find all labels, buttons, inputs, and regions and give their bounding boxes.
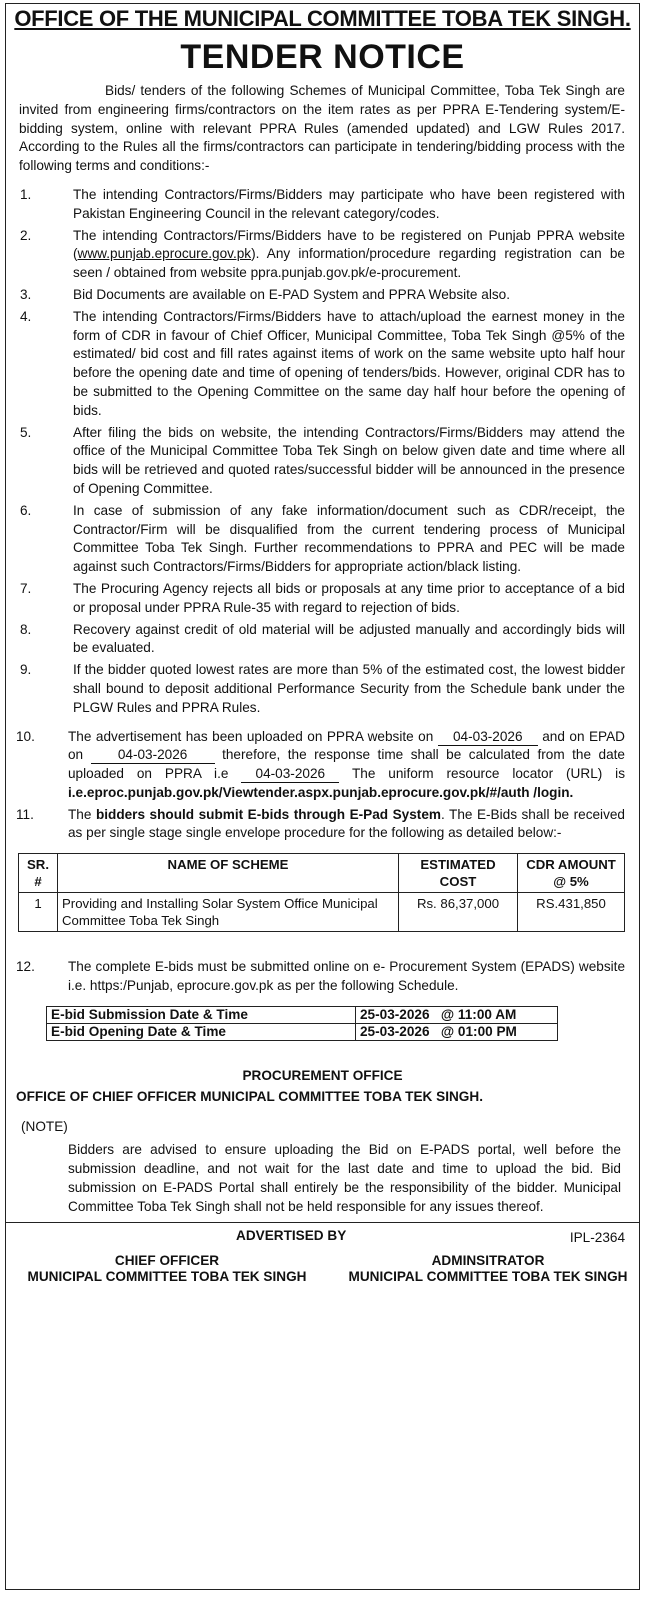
term-6: [6, 502, 625, 577]
advertised-by-row: [6, 1223, 639, 1249]
terms-list: [6, 186, 625, 843]
cell-name: Providing and Installing Solar System Office Municipal Committee Toba Tek Singh: [58, 893, 399, 932]
schedule-date: 25-03-2026: [360, 1006, 430, 1022]
ppra-upload-date: 04-03-2026: [438, 729, 538, 746]
schedule-time: @ 01:00 PM: [440, 1023, 517, 1039]
epad-upload-date: 04-03-2026: [91, 747, 215, 764]
term-5: [6, 424, 625, 499]
term-number: 9.: [20, 662, 32, 678]
term-number: 7.: [20, 580, 32, 596]
term-text: [73, 227, 625, 283]
term-number: 10.: [16, 728, 35, 744]
term-text: After filing the bids on website, the intending Contractors/Firms/Bidders may attend the office of the Municipal Committee Toba Tek Singh on below given date and time where all bids will be retrieved and quoted rates/successful bidder will be announced in the presence of Opening Committee.: [73, 424, 625, 496]
term-9: [6, 661, 625, 717]
schedule-datetime: [356, 1006, 558, 1023]
term-1: [6, 186, 625, 224]
term-number: 3.: [20, 286, 32, 302]
schedule-label: E-bid Opening Date & Time: [47, 1023, 356, 1040]
term-text: If the bidder quoted lowest rates are more than 5% of the estimated cost, the lowest bidder shall bound to deposit additional Performance Security from the Schedule bank under the PLGW Rules and PPRA Rules.: [73, 662, 625, 715]
term-7: [6, 580, 625, 618]
signatory-title: CHIEF OFFICER: [114, 1253, 220, 1269]
term-text: The complete E-bids must be submitted online on e- Procurement System (EPADS) website i.e. https:/Punjab, eprocure.gov.pk as per the following Schedule.: [68, 959, 625, 994]
table-row: [19, 893, 625, 932]
office-title: OFFICE OF THE MUNICIPAL COMMITTEE TOBA TEK SINGH.: [14, 6, 631, 31]
term-text: The intending Contractors/Firms/Bidders have to attach/upload the earnest money in the form of CDR in favour of Chief Officer, Municipal Committee, Toba Tek Singh @5% of the estimated/ bid cost and fill rates against items of work on the same website upto half hour before the opening date and time of opening of tenders/bids. However, original CDR has to be submitted to the Opening Committee on the same day half hour before the opening of bids.: [73, 308, 625, 418]
term-text-part: The: [68, 806, 96, 822]
cell-cost: Rs. 86,37,000: [399, 893, 518, 932]
terms-list-cont: [6, 958, 625, 996]
term-text: The intending Contractors/Firms/Bidders may participate who have been registered with Pakistan Engineering Council in the relevant category/codes.: [73, 186, 625, 221]
schedule-label: E-bid Submission Date & Time: [47, 1006, 356, 1023]
term-text: In case of submission of any fake information/document such as CDR/receipt, the Contractor/Firm will be disqualified from the current tendering process of Municipal Committee Toba Tek Singh. Further recommendations to PPRA and PEC will be made against such Contractors/Firms/Bidders for appropriate action/black listing.: [73, 502, 625, 575]
cell-sr: 1: [19, 893, 58, 932]
punjab-eprocure-link[interactable]: www.punjab.eprocure.gov.pk: [77, 246, 252, 262]
note-label: (NOTE): [21, 1119, 68, 1135]
term-number: 2.: [20, 227, 32, 243]
term-text-part: The intending Contractors/Firms/Bidders have to be registered on Punjab PPRA website (: [73, 227, 625, 262]
note-text: Bidders are advised to ensure uploading the Bid on E-PADS portal, well before the submission deadline, and not wait for the last date and time to upload the bid. Bid submission on E-PADS Portal shall entirely be the responsibility of the bidder. Municipal Committee Toba Tek Singh shall not be held responsible for any issues thereof.: [68, 1142, 621, 1214]
term-number: 8.: [20, 621, 32, 637]
term-10: [6, 728, 625, 803]
term-text: Bid Documents are available on E-PAD System and PPRA Website also.: [73, 286, 510, 302]
scheme-table: [18, 853, 625, 932]
term-text: [68, 728, 625, 803]
term-number: 12.: [16, 959, 35, 975]
advertised-by: ADVERTISED BY: [236, 1228, 347, 1244]
intro-paragraph: Bids/ tenders of the following Schemes of Municipal Committee, Toba Tek Singh are invited from engineering firms/contractors on the item rates as per PPRA E-Tendering system/E-bidding system, online with relevant PPRA Rules (amended updated) and LGW Rules 2017. According to the Rules all the firms/contractors can participate in tendering/bidding process with the following terms and conditions:-: [19, 83, 625, 174]
procurement-office-full: OFFICE OF CHIEF OFFICER MUNICIPAL COMMITTEE TOBA TEK SINGH.: [16, 1088, 483, 1104]
table-row: [47, 1006, 558, 1023]
signatory-title: ADMINSITRATOR: [431, 1253, 545, 1269]
table-header-row: [19, 854, 625, 893]
term-11: [6, 806, 625, 844]
term-text-part: therefore, the response time shall be calculated from the date uploaded on PPRA i.e: [68, 747, 625, 782]
term-text: [68, 806, 625, 844]
col-cost: ESTIMATED COST: [399, 854, 518, 893]
schedule-datetime: [356, 1023, 558, 1040]
col-name: NAME OF SCHEME: [58, 854, 399, 893]
term-number: 1.: [20, 186, 32, 202]
signatory-right: [343, 1253, 633, 1285]
ipl-number: IPL-2364: [569, 1230, 625, 1246]
term-text-part: ). Any information/procedure regarding registration can be seen / obtained from website ppra.punjab.gov.pk/e-procurement.: [73, 246, 625, 281]
notice-title: TENDER NOTICE: [180, 38, 465, 76]
col-cdr: CDR AMOUNT @ 5%: [518, 854, 625, 893]
term-8: [6, 621, 625, 659]
term-text-part: . The E-Bids shall be received as per single stage single envelope procedure for the following as detailed below:-: [68, 806, 625, 841]
schedule-date: 25-03-2026: [360, 1023, 430, 1039]
procurement-office: PROCUREMENT OFFICE: [242, 1067, 403, 1083]
table-row: [47, 1023, 558, 1040]
signatory-org: MUNICIPAL COMMITTEE TOBA TEK SINGH: [348, 1269, 628, 1285]
term-12: [6, 958, 625, 996]
term-3: [6, 286, 625, 305]
response-date: 04-03-2026: [241, 766, 339, 783]
term-text-part: The advertisement has been uploaded on PPRA website on: [68, 728, 438, 744]
term-number: 6.: [20, 502, 32, 518]
schedule-time: @ 11:00 AM: [440, 1006, 517, 1022]
signatories: [6, 1249, 639, 1285]
term-number: 11.: [16, 806, 34, 822]
term-text-bold: bidders should submit E-bids through E-Pad System: [95, 806, 441, 822]
term-text: Recovery against credit of old material will be adjusted manually and accordingly bids will be evaluated.: [73, 621, 625, 656]
term-4: [6, 308, 625, 421]
tender-notice-page: [5, 3, 640, 1590]
cell-cdr: RS.431,850: [518, 893, 625, 932]
term-number: 4.: [20, 308, 32, 324]
col-sr: SR. #: [19, 854, 58, 893]
schedule-table: [46, 1006, 558, 1041]
term-2: [6, 227, 625, 283]
signatory-left: [22, 1253, 312, 1285]
term-text: The Procuring Agency rejects all bids or proposals at any time prior to acceptance of a bid or proposal under PPRA Rule-35 with regard to rejection of bids.: [73, 580, 625, 615]
term-number: 5.: [20, 424, 32, 440]
term-text-part: and on EPAD on: [68, 728, 625, 763]
tender-url[interactable]: i.e.eproc.punjab.gov.pk/Viewtender.aspx.punjab.eprocure.gov.pk/#/auth /login.: [68, 784, 574, 800]
term-text-part: The uniform resource locator (URL) is: [339, 766, 626, 782]
signatory-org: MUNICIPAL COMMITTEE TOBA TEK SINGH: [27, 1269, 307, 1285]
